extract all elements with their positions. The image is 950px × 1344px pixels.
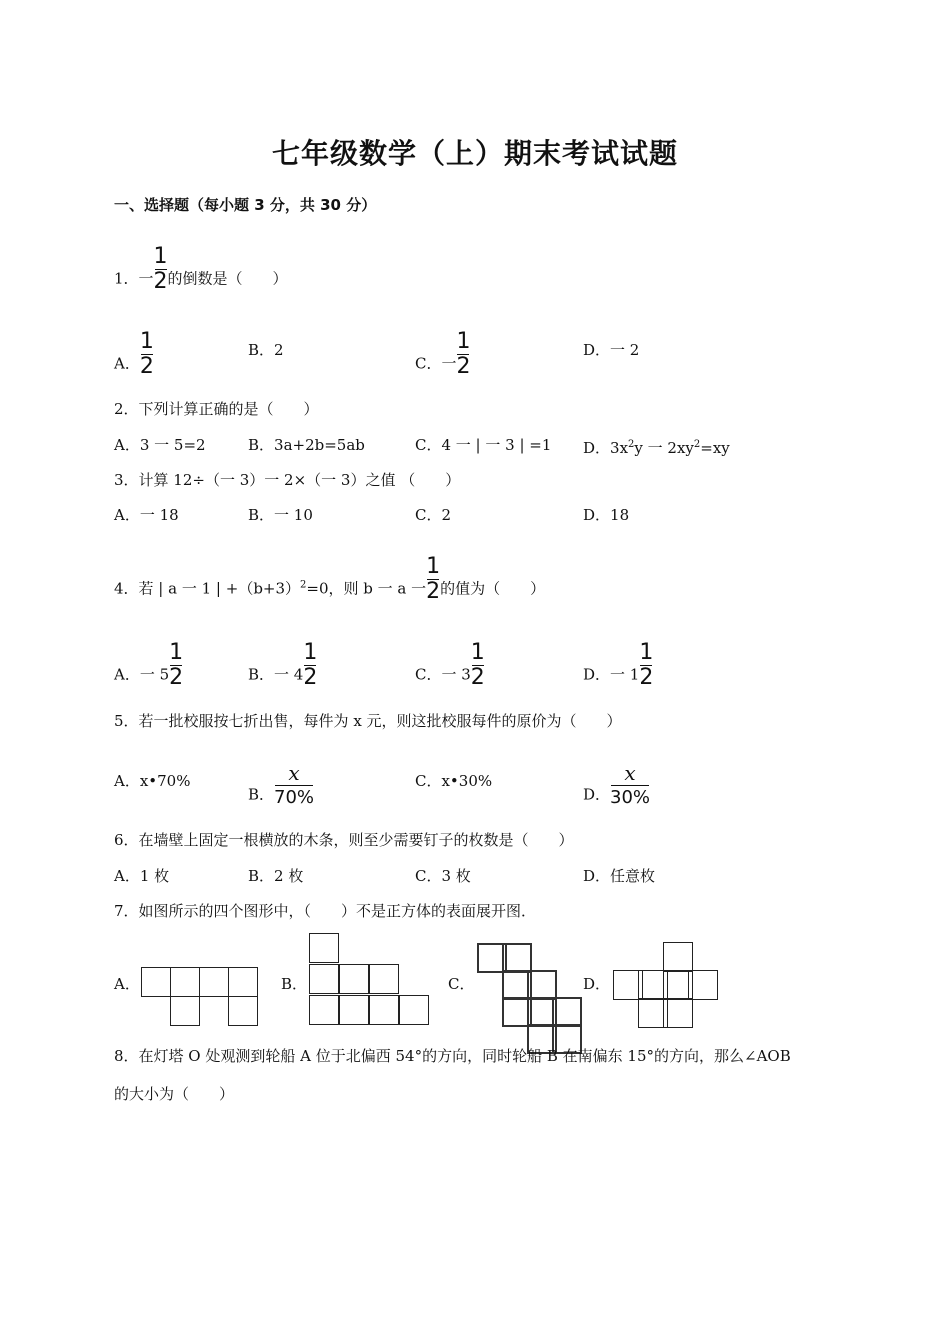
- fraction: $\frac{x}{70\%}$: [274, 761, 315, 808]
- q6-option-a[interactable]: A．1 枚: [114, 867, 170, 885]
- q5-option-c[interactable]: C．x•30%: [415, 772, 493, 790]
- q4-option-c[interactable]: C．一 3 $\frac{1}{2}$: [415, 640, 485, 690]
- question-8: 8．在灯塔 O 处观测到轮船 A 位于北偏西 54°的方向，同时轮船 B 在南偏东 15°的方向，那么∠AOB: [114, 1047, 791, 1065]
- q6-option-b[interactable]: B．2 枚: [248, 867, 304, 885]
- q2-option-a[interactable]: A．3 一 5=2: [114, 436, 206, 454]
- q7-option-b[interactable]: B．: [281, 975, 308, 993]
- q1-option-d[interactable]: D．一 2: [583, 341, 640, 359]
- question-8-continued: 的大小为（ ）: [114, 1085, 235, 1103]
- q7-option-c[interactable]: C．: [448, 975, 475, 993]
- q6-option-d[interactable]: D．任意枚: [583, 867, 656, 885]
- q4-option-d[interactable]: D．一 1 $\frac{1}{2}$: [583, 640, 654, 690]
- fraction: $\frac{1}{2}$: [153, 244, 168, 294]
- exam-title: 七年级数学（上）期末考试试题: [271, 137, 678, 170]
- q3-option-d[interactable]: D．18: [583, 506, 630, 524]
- fraction: $\frac{1}{2}$: [426, 554, 441, 604]
- question-7: 7．如图所示的四个图形中，（ ）不是正方体的表面展开图．: [114, 902, 537, 920]
- fraction: $\frac{x}{30\%}$: [610, 761, 651, 808]
- q3-option-a[interactable]: A．一 18: [114, 506, 179, 524]
- q5-option-b[interactable]: B． $\frac{x}{70\%}$: [248, 761, 315, 808]
- q7-option-a[interactable]: A．: [114, 975, 140, 993]
- fraction: $\frac{1}{2}$: [470, 640, 485, 690]
- question-4: 4．若 | a 一 1 | $+(b+3)^2=0$，则 b 一 a 一 $\frac{1}{2}$ 的值为（ ）: [114, 554, 546, 604]
- q2-option-d[interactable]: D．$3x^2y$ 一 $2xy^2=xy$: [583, 439, 730, 457]
- q1-option-a[interactable]: A． $\frac{1}{2}$: [114, 329, 154, 379]
- q3-option-c[interactable]: C．2: [415, 506, 452, 524]
- q2-option-b[interactable]: B．3a+2b=5ab: [248, 436, 365, 454]
- fraction: $\frac{1}{2}$: [169, 640, 184, 690]
- fraction: $\frac{1}{2}$: [139, 329, 154, 379]
- question-1: 1．一 $\frac{1}{2}$ 的倒数是（ ）: [114, 244, 288, 294]
- q5-option-a[interactable]: A．x•70%: [114, 772, 191, 790]
- q1-option-c[interactable]: C．一 $\frac{1}{2}$: [415, 329, 471, 379]
- fraction: $\frac{1}{2}$: [456, 329, 471, 379]
- q6-option-c[interactable]: C．3 枚: [415, 867, 471, 885]
- q4-option-a[interactable]: A．一 5 $\frac{1}{2}$: [114, 640, 184, 690]
- question-3: 3．计算 12÷（一 3）一 2×（一 3）之值 （ ）: [114, 471, 461, 489]
- fraction: $\frac{1}{2}$: [303, 640, 318, 690]
- q4-option-b[interactable]: B．一 4 $\frac{1}{2}$: [248, 640, 318, 690]
- q1-option-b[interactable]: B．2: [248, 341, 284, 359]
- question-2: 2．下列计算正确的是（ ）: [114, 400, 319, 418]
- fraction: $\frac{1}{2}$: [639, 640, 654, 690]
- question-6: 6．在墙壁上固定一根横放的木条，则至少需要钉子的枚数是（ ）: [114, 831, 574, 849]
- q2-option-c[interactable]: C．4 一 | 一 3 | =1: [415, 436, 552, 454]
- question-5: 5．若一批校服按七折出售，每件为 x 元，则这批校服每件的原价为（ ）: [114, 712, 622, 730]
- q7-option-d[interactable]: D．: [583, 975, 611, 993]
- q3-option-b[interactable]: B．一 10: [248, 506, 313, 524]
- q5-option-d[interactable]: D． $\frac{x}{30\%}$: [583, 761, 651, 808]
- section-heading: 一、选择题（每小题 3 分，共 30 分）: [114, 196, 377, 214]
